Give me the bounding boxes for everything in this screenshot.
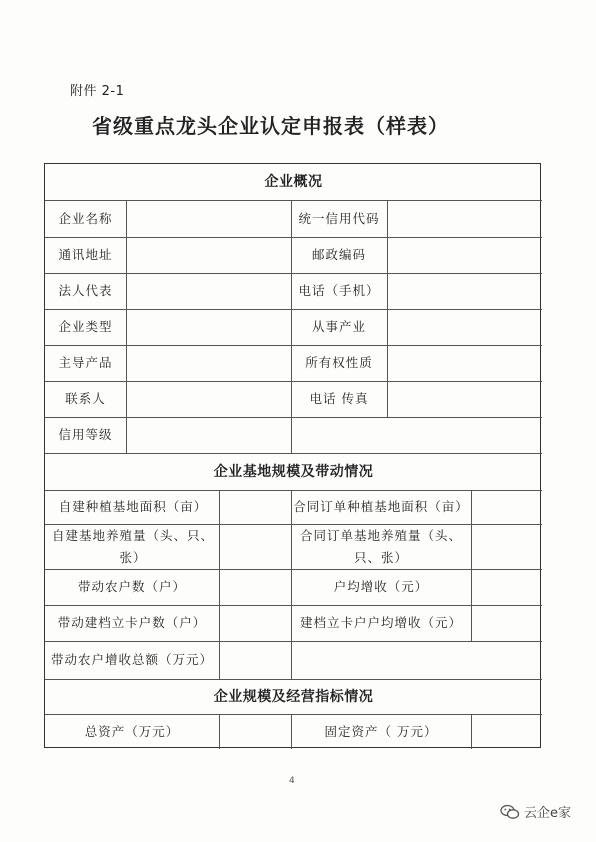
label-credit-rating: 信用等级	[58, 427, 113, 442]
column-divider	[126, 200, 127, 453]
label-contract-planting-area: 合同订单种植基地面积（亩）	[293, 499, 469, 514]
form-title: 省级重点龙头企业认定申报表（样表）	[92, 114, 449, 138]
watermark	[500, 802, 571, 821]
label-fixed-assets: 固定资产（ 万元）	[324, 723, 438, 739]
column-divider	[387, 200, 388, 417]
label-self-breeding: 自建基地养殖量（头、只、张）	[51, 527, 214, 565]
label-total-assets: 总资产（万元）	[84, 723, 180, 739]
label-company-name: 企业名称	[58, 210, 113, 226]
column-divider	[219, 490, 220, 679]
section-header-base: 企业基地规模及带动情况	[213, 463, 374, 480]
label-total-income-increase: 带动农户增收总额（万元）	[50, 652, 213, 667]
watermark-text: 云企e家	[524, 806, 571, 821]
column-divider	[471, 490, 472, 642]
column-divider	[471, 714, 472, 749]
label-household-income: 户均增收（元）	[333, 579, 429, 594]
label-mobile: 电话（手机）	[298, 283, 380, 298]
column-divider	[219, 714, 220, 749]
label-poor-household-income: 建档立卡户户均增收（元）	[299, 615, 462, 630]
label-self-planting-area: 自建种植基地面积（亩）	[58, 499, 208, 514]
label-postcode: 邮政编码	[311, 247, 366, 262]
application-form-table	[44, 163, 541, 748]
label-legal-rep: 法人代表	[58, 283, 113, 298]
page-number: 4	[289, 776, 295, 786]
attachment-label: 附件 2-1	[70, 84, 125, 99]
label-address: 通讯地址	[58, 247, 113, 262]
label-company-type: 企业类型	[58, 319, 113, 334]
label-credit-code: 统一信用代码	[298, 210, 380, 226]
label-main-product: 主导产品	[58, 355, 113, 370]
label-contract-breeding: 合同订单基地养殖量（头、只、张）	[299, 527, 462, 565]
section-header-overview: 企业概况	[264, 174, 323, 190]
wechat-icon	[500, 804, 520, 820]
label-industry: 从事产业	[311, 319, 366, 334]
label-contact: 联系人	[65, 391, 106, 406]
label-registered-poor: 带动建档立卡户数（户）	[57, 615, 207, 630]
section-header-business: 企业规模及经营指标情况	[213, 688, 374, 705]
label-phone-fax: 电话 传真	[309, 391, 369, 406]
label-farmers-driven: 带动农户数（户）	[77, 579, 186, 594]
label-ownership: 所有权性质	[305, 355, 373, 370]
